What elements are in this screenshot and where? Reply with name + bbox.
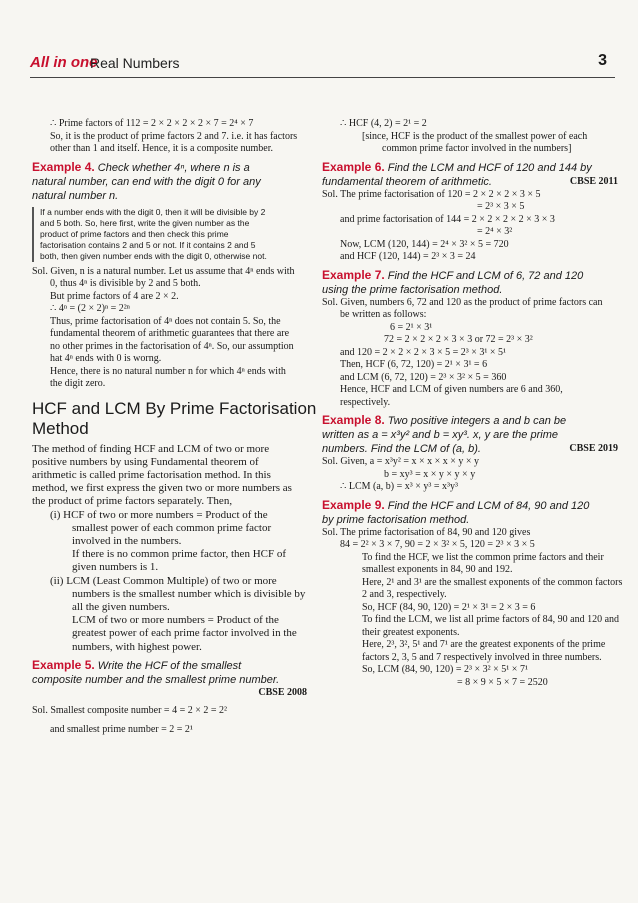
section-heading: [32, 398, 317, 439]
solution-line: Here, 2¹ and 3¹ are the smallest exponents of the common factors: [362, 576, 623, 588]
example-question: natural number, can end with the digit 0 for any: [32, 175, 261, 188]
heading-line: Method: [32, 418, 89, 438]
text-line: So, it is the product of prime factors 2 and 7. i.e. it has factors: [50, 130, 298, 142]
rule-line: LCM of two or more numbers = Product of the: [72, 614, 279, 627]
board-tag: CBSE 2011: [569, 175, 618, 187]
solution-line: Hence, HCF and LCM of given numbers are 6 and 360,: [340, 384, 563, 395]
example-label: Example 4.: [32, 159, 95, 174]
solution-line: 72 = 2 × 2 × 2 × 3 × 3 or 72 = 2³ × 3²: [384, 334, 533, 345]
solution-line: Sol. Smallest composite number = 4 = 2 × 2 = 2²: [32, 705, 227, 717]
chapter-title: Real Numbers: [90, 55, 180, 71]
example-question: Check whether 4ⁿ, where n is a: [94, 161, 250, 174]
example-question: by prime factorisation method.: [322, 513, 470, 526]
solution-line: and HCF (120, 144) = 2³ × 3 = 24: [340, 251, 476, 262]
example-question: written as a = x³y² and b = xy³. x, y are the prime: [322, 429, 558, 441]
solution-line: Sol. Given, numbers 6, 72 and 120 as the product of prime factors can: [322, 296, 603, 308]
rule-line: greatest power of each prime factor involved in the: [72, 627, 297, 640]
solution-line: 6 = 2¹ × 3¹: [390, 321, 433, 333]
solution-line: Now, LCM (120, 144) = 2⁴ × 3² × 5 = 720: [340, 238, 509, 250]
solution-line: be written as follows:: [340, 309, 427, 320]
example-label: Example 9.: [322, 497, 385, 512]
example-7: [322, 268, 618, 283]
example-question: [322, 175, 618, 189]
example-question-text: numbers. Find the LCM of (a, b).: [322, 443, 481, 455]
solution-line: respectively.: [340, 396, 391, 408]
example-5: [32, 658, 307, 673]
text-line: ∴ HCF (4, 2) = 2¹ = 2: [340, 118, 427, 129]
text-line: ∴ Prime factors of 112 = 2 × 2 × 2 × 2 × 7 = 2⁴ × 7: [50, 118, 254, 129]
hint-line: factorisation contains 2 and 5 or not. If it contains 2 and 5: [40, 239, 256, 250]
solution-line: = 2³ × 3 × 5: [477, 201, 525, 212]
solution-line: But prime factors of 4 are 2 × 2.: [50, 290, 179, 302]
example-label: Example 7.: [322, 267, 385, 282]
example-label: Example 8.: [322, 413, 385, 427]
solution-line: To find the LCM, we list all prime factors of 84, 90 and 120 and: [362, 614, 620, 625]
example-question: composite number and the smallest prime number.: [32, 673, 280, 686]
solution-line: = 8 × 9 × 5 × 7 = 2520: [457, 676, 548, 688]
rule-line: If there is no common prime factor, then HCF of: [72, 548, 287, 561]
solution-line: 2 and 3, respectively.: [362, 589, 447, 600]
solution-line: and smallest prime number = 2 = 2¹: [50, 723, 193, 735]
solution-line: Sol. The prime factorisation of 120 = 2 × 2 × 2 × 3 × 5: [322, 188, 541, 200]
hint-line: and 5 both. So, here first, write the given number as the: [40, 217, 250, 228]
solution-line: fundamental theorem of arithmetic guarantees that there are: [50, 328, 290, 339]
rule-line: numbers, with highest power.: [72, 640, 202, 653]
example-question-text: fundamental theorem of arithmetic.: [322, 175, 492, 188]
text-line: common prime factor involved in the numbers]: [382, 143, 572, 154]
example-question: natural number n.: [32, 189, 119, 202]
rule-line: (ii) LCM (Least Common Multiple) of two or more: [50, 574, 277, 587]
example-question: [322, 442, 618, 456]
rule-line: smallest power of each common prime factor: [72, 521, 272, 534]
solution-line: 0, thus 4ⁿ is divisible by 2 and 5 both.: [50, 278, 201, 289]
solution-line: and prime factorisation of 144 = 2 × 2 × 2 × 2 × 3 × 3: [340, 213, 555, 225]
example-question: Find the LCM and HCF of 120 and 144 by: [384, 161, 592, 174]
example-label: Example 5.: [32, 657, 95, 672]
solution-line: Here, 2³, 3², 5¹ and 7¹ are the greatest exponents of the prime: [362, 639, 606, 650]
example-question: Two positive integers a and b can be: [384, 415, 567, 427]
hint-line: product of prime factors and then check this prime: [40, 228, 229, 239]
paragraph-line: arithmetic is called prime factorisation method. In this: [32, 468, 271, 481]
solution-line: Thus, prime factorisation of 4ⁿ does not contain 5. So, the: [50, 315, 281, 327]
solution-line: hat 4ⁿ ends with 0 is worng.: [50, 353, 162, 364]
text-line: other than 1 and itself. Hence, it is a composite number.: [50, 143, 273, 154]
text-line: [since, HCF is the product of the smallest power of each: [362, 130, 588, 142]
brand-logo: All in one: [30, 54, 98, 71]
paragraph-line: positive numbers by using Fundamental theorem of: [32, 455, 259, 468]
rule-line: all the given numbers.: [72, 600, 170, 613]
paragraph-line: method, we first express the given two or more numbers as: [32, 482, 292, 495]
header-rule: [30, 77, 615, 78]
example-question: Find the HCF and LCM of 84, 90 and 120: [384, 499, 590, 512]
solution-line: So, LCM (84, 90, 120) = 2³ × 3² × 5¹ × 7¹: [362, 664, 528, 675]
solution-line: Then, HCF (6, 72, 120) = 2¹ × 3¹ = 6: [340, 359, 488, 370]
example-8: [322, 413, 618, 428]
rule-line: given numbers is 1.: [72, 561, 159, 574]
board-tag: CBSE 2008: [258, 686, 307, 698]
paragraph-line: the product of prime factors separately. Then,: [32, 495, 233, 508]
solution-line: 84 = 2² × 3 × 7, 90 = 2 × 3² × 5, 120 = 2³ × 3 × 5: [340, 539, 535, 550]
solution-line: the digit zero.: [50, 378, 106, 389]
solution-line: and LCM (6, 72, 120) = 2³ × 3² × 5 = 360: [340, 371, 507, 383]
rule-line: involved in the numbers.: [72, 534, 182, 547]
page-number: 3: [598, 52, 607, 69]
hint-box: [32, 207, 307, 262]
paragraph-line: The method of finding HCF and LCM of two or more: [32, 442, 270, 455]
solution-line: smallest exponents in 84, 90 and 192.: [362, 564, 513, 575]
solution-line: ∴ LCM (a, b) = x³ × y³ = x³y³: [340, 481, 459, 492]
rule-line: (i) HCF of two or more numbers = Product of the: [50, 508, 268, 521]
solution-line: Sol. Given, n is a natural number. Let us assume that 4ⁿ ends with: [32, 265, 295, 277]
solution-line: Sol. Given, a = x³y² = x × x × x × y × y: [322, 456, 480, 467]
board-tag: CBSE 2019: [569, 443, 618, 454]
hint-line: both, then given number ends with the digit 0, otherwise not.: [40, 250, 267, 261]
example-4: [32, 160, 307, 175]
solution-line: Sol. The prime factorisation of 84, 90 and 120 gives: [322, 526, 531, 538]
rule-line: numbers is the smallest number which is divisible by: [72, 587, 306, 600]
solution-line: factors 2, 3, 5 and 7 respectively involved in three numbers.: [362, 651, 602, 663]
solution-line: their greatest exponents.: [362, 626, 460, 638]
solution-line: ∴ 4ⁿ = (2 × 2)ⁿ = 2²ⁿ: [50, 303, 130, 314]
solution-line: So, HCF (84, 90, 120) = 2¹ × 3¹ = 2 × 3 = 6: [362, 601, 536, 613]
example-question: Write the HCF of the smallest: [94, 659, 242, 672]
example-6: [322, 160, 618, 175]
page-header: [30, 52, 615, 78]
example-question: Find the HCF and LCM of 6, 72 and 120: [384, 269, 584, 282]
solution-line: To find the HCF, we list the common prime factors and their: [362, 551, 604, 563]
solution-line: Hence, there is no natural number n for which 4ⁿ ends with: [50, 365, 286, 377]
left-column: [32, 118, 317, 736]
solution-line: and 120 = 2 × 2 × 2 × 3 × 5 = 2³ × 3¹ × 5¹: [340, 346, 507, 358]
example-9: [322, 498, 618, 513]
heading-line: HCF and LCM By Prime Factorisation: [32, 398, 317, 418]
example-question: using the prime factorisation method.: [322, 283, 503, 296]
solution-line: = 2⁴ × 3²: [477, 226, 513, 237]
solution-line: no other primes in the factorisation of 4ⁿ. So, our assumption: [50, 340, 294, 352]
example-label: Example 6.: [322, 159, 385, 174]
solution-line: b = xy³ = x × y × y × y: [384, 468, 476, 480]
right-column: [322, 118, 623, 689]
hint-line: If a number ends with the digit 0, then it will be divisible by 2: [40, 206, 266, 217]
